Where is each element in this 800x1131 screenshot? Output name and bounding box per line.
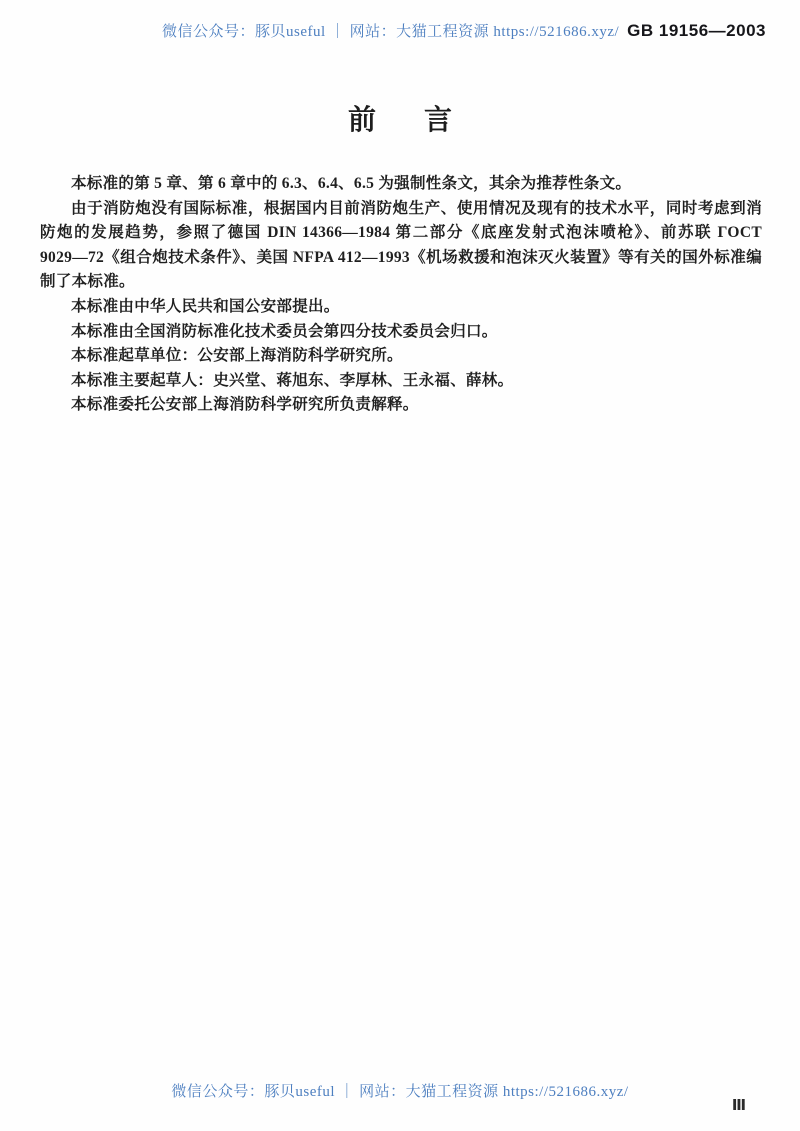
body-line: 本标准委托公安部上海消防科学研究所负责解释。 <box>71 396 419 414</box>
body-line: 制了本标准。 <box>40 273 135 291</box>
page-title <box>0 98 800 138</box>
page-number: Ⅲ <box>731 1096 746 1114</box>
watermark-top-text: 微信公众号：豚贝useful ｜ 网站：大猫工程资源 https://521686.xyz/ <box>162 24 620 40</box>
body-line: 本标准由全国消防标准化技术委员会第四分技术委员会归口。 <box>71 322 498 340</box>
title-char-2: 言 <box>424 105 453 136</box>
standard-number: GB 19156—2003 <box>627 21 766 40</box>
body-line: 本标准的第 5 章、第 6 章中的 6.3、6.4、6.5 为强制性条文，其余为推荐性条文。 <box>71 175 632 192</box>
body-line: 9029—72《组合炮技术条件》、美国 NFPA 412—1993《机场救援和泡沫灭火装置》等有关的国外标准编 <box>40 248 762 266</box>
body-line: 防炮的发展趋势，参照了德国 DIN 14366—1984 第二部分《底座发射式泡沫喷枪》、前苏联 ГОСТ <box>40 224 762 242</box>
body-line: 由于消防炮没有国际标准，根据国内目前消防炮生产、使用情况及现有的技术水平，同时考虑到消 <box>71 199 762 217</box>
title-char-1: 前 <box>347 105 376 136</box>
page-header <box>40 20 766 41</box>
body-line: 本标准起草单位：公安部上海消防科学研究所。 <box>71 347 403 365</box>
foreword-body <box>40 172 762 418</box>
watermark-bottom-text: 微信公众号：豚贝useful ｜ 网站：大猫工程资源 https://521686.xyz/ <box>171 1084 629 1100</box>
body-line: 本标准由中华人民共和国公安部提出。 <box>71 297 340 315</box>
body-line: 本标准主要起草人：史兴堂、蒋旭东、李厚林、王永福、薛林。 <box>71 371 514 389</box>
